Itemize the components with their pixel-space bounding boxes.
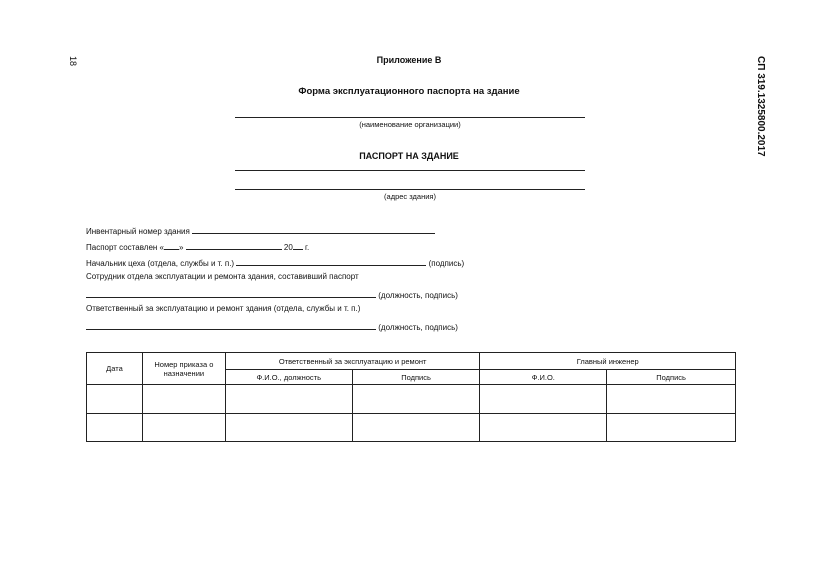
header-fio-position: Ф.И.О., должность <box>225 370 352 385</box>
header-responsible-group: Ответственный за эксплуатацию и ремонт <box>225 353 480 370</box>
table-cell[interactable] <box>225 414 352 442</box>
head-blank <box>236 256 426 266</box>
header-signature-1: Подпись <box>352 370 480 385</box>
header-date: Дата <box>87 353 143 385</box>
table-cell[interactable] <box>607 385 736 414</box>
inventory-field <box>86 224 435 236</box>
employee-suffix: (должность, подпись) <box>378 291 458 300</box>
org-name-line <box>235 117 585 118</box>
table-row <box>87 414 736 442</box>
assignment-table <box>86 352 736 442</box>
table-cell[interactable] <box>480 385 607 414</box>
table-row <box>87 385 736 414</box>
employee-blank <box>86 288 376 298</box>
head-label: Начальник цеха (отдела, службы и т. п.) <box>86 259 235 268</box>
address-caption: (адрес здания) <box>384 192 436 201</box>
address-line-1 <box>235 170 585 171</box>
compiled-suffix: г. <box>305 243 310 252</box>
responsible-suffix: (должность, подпись) <box>378 323 458 332</box>
header-fio: Ф.И.О. <box>480 370 607 385</box>
header-engineer-group: Главный инженер <box>480 353 736 370</box>
compiled-prefix: Паспорт составлен « <box>86 243 164 252</box>
employee-field <box>86 288 458 300</box>
responsible-blank <box>86 320 376 330</box>
compiled-mid: » <box>178 243 184 252</box>
employee-label: Сотрудник отдела эксплуатации и ремонта здания, составивший паспорт <box>86 272 359 281</box>
responsible-field <box>86 320 458 332</box>
inventory-blank <box>192 224 435 234</box>
responsible-label: Ответственный за эксплуатацию и ремонт здания (отдела, службы и т. п.) <box>86 304 361 313</box>
address-line-2 <box>235 189 585 190</box>
document-code: СП 319.1325800.2017 <box>755 56 766 157</box>
page-number: 18 <box>68 56 78 67</box>
table-cell[interactable] <box>87 385 143 414</box>
compiled-day-blank <box>164 240 179 250</box>
appendix-title: Приложение В <box>376 55 442 65</box>
header-signature-2: Подпись <box>607 370 736 385</box>
passport-title: ПАСПОРТ НА ЗДАНИЕ <box>359 151 459 161</box>
table-header-row <box>87 353 736 370</box>
table-cell[interactable] <box>607 414 736 442</box>
table-cell[interactable] <box>87 414 143 442</box>
table-cell[interactable] <box>142 385 225 414</box>
inventory-label: Инвентарный номер здания <box>86 227 190 236</box>
head-field <box>86 256 464 268</box>
table-cell[interactable] <box>352 385 480 414</box>
header-order-number: Номер приказа о назначении <box>142 353 225 385</box>
table-cell[interactable] <box>225 385 352 414</box>
compiled-year-blank <box>293 240 303 250</box>
compiled-year: 20 <box>283 243 293 252</box>
table-cell[interactable] <box>480 414 607 442</box>
table-cell[interactable] <box>352 414 480 442</box>
table-cell[interactable] <box>142 414 225 442</box>
compiled-field <box>86 240 309 252</box>
form-title: Форма эксплуатационного паспорта на здание <box>298 86 520 97</box>
head-suffix: (подпись) <box>428 259 465 268</box>
org-caption: (наименование организации) <box>359 120 461 129</box>
compiled-month-blank <box>186 240 282 250</box>
